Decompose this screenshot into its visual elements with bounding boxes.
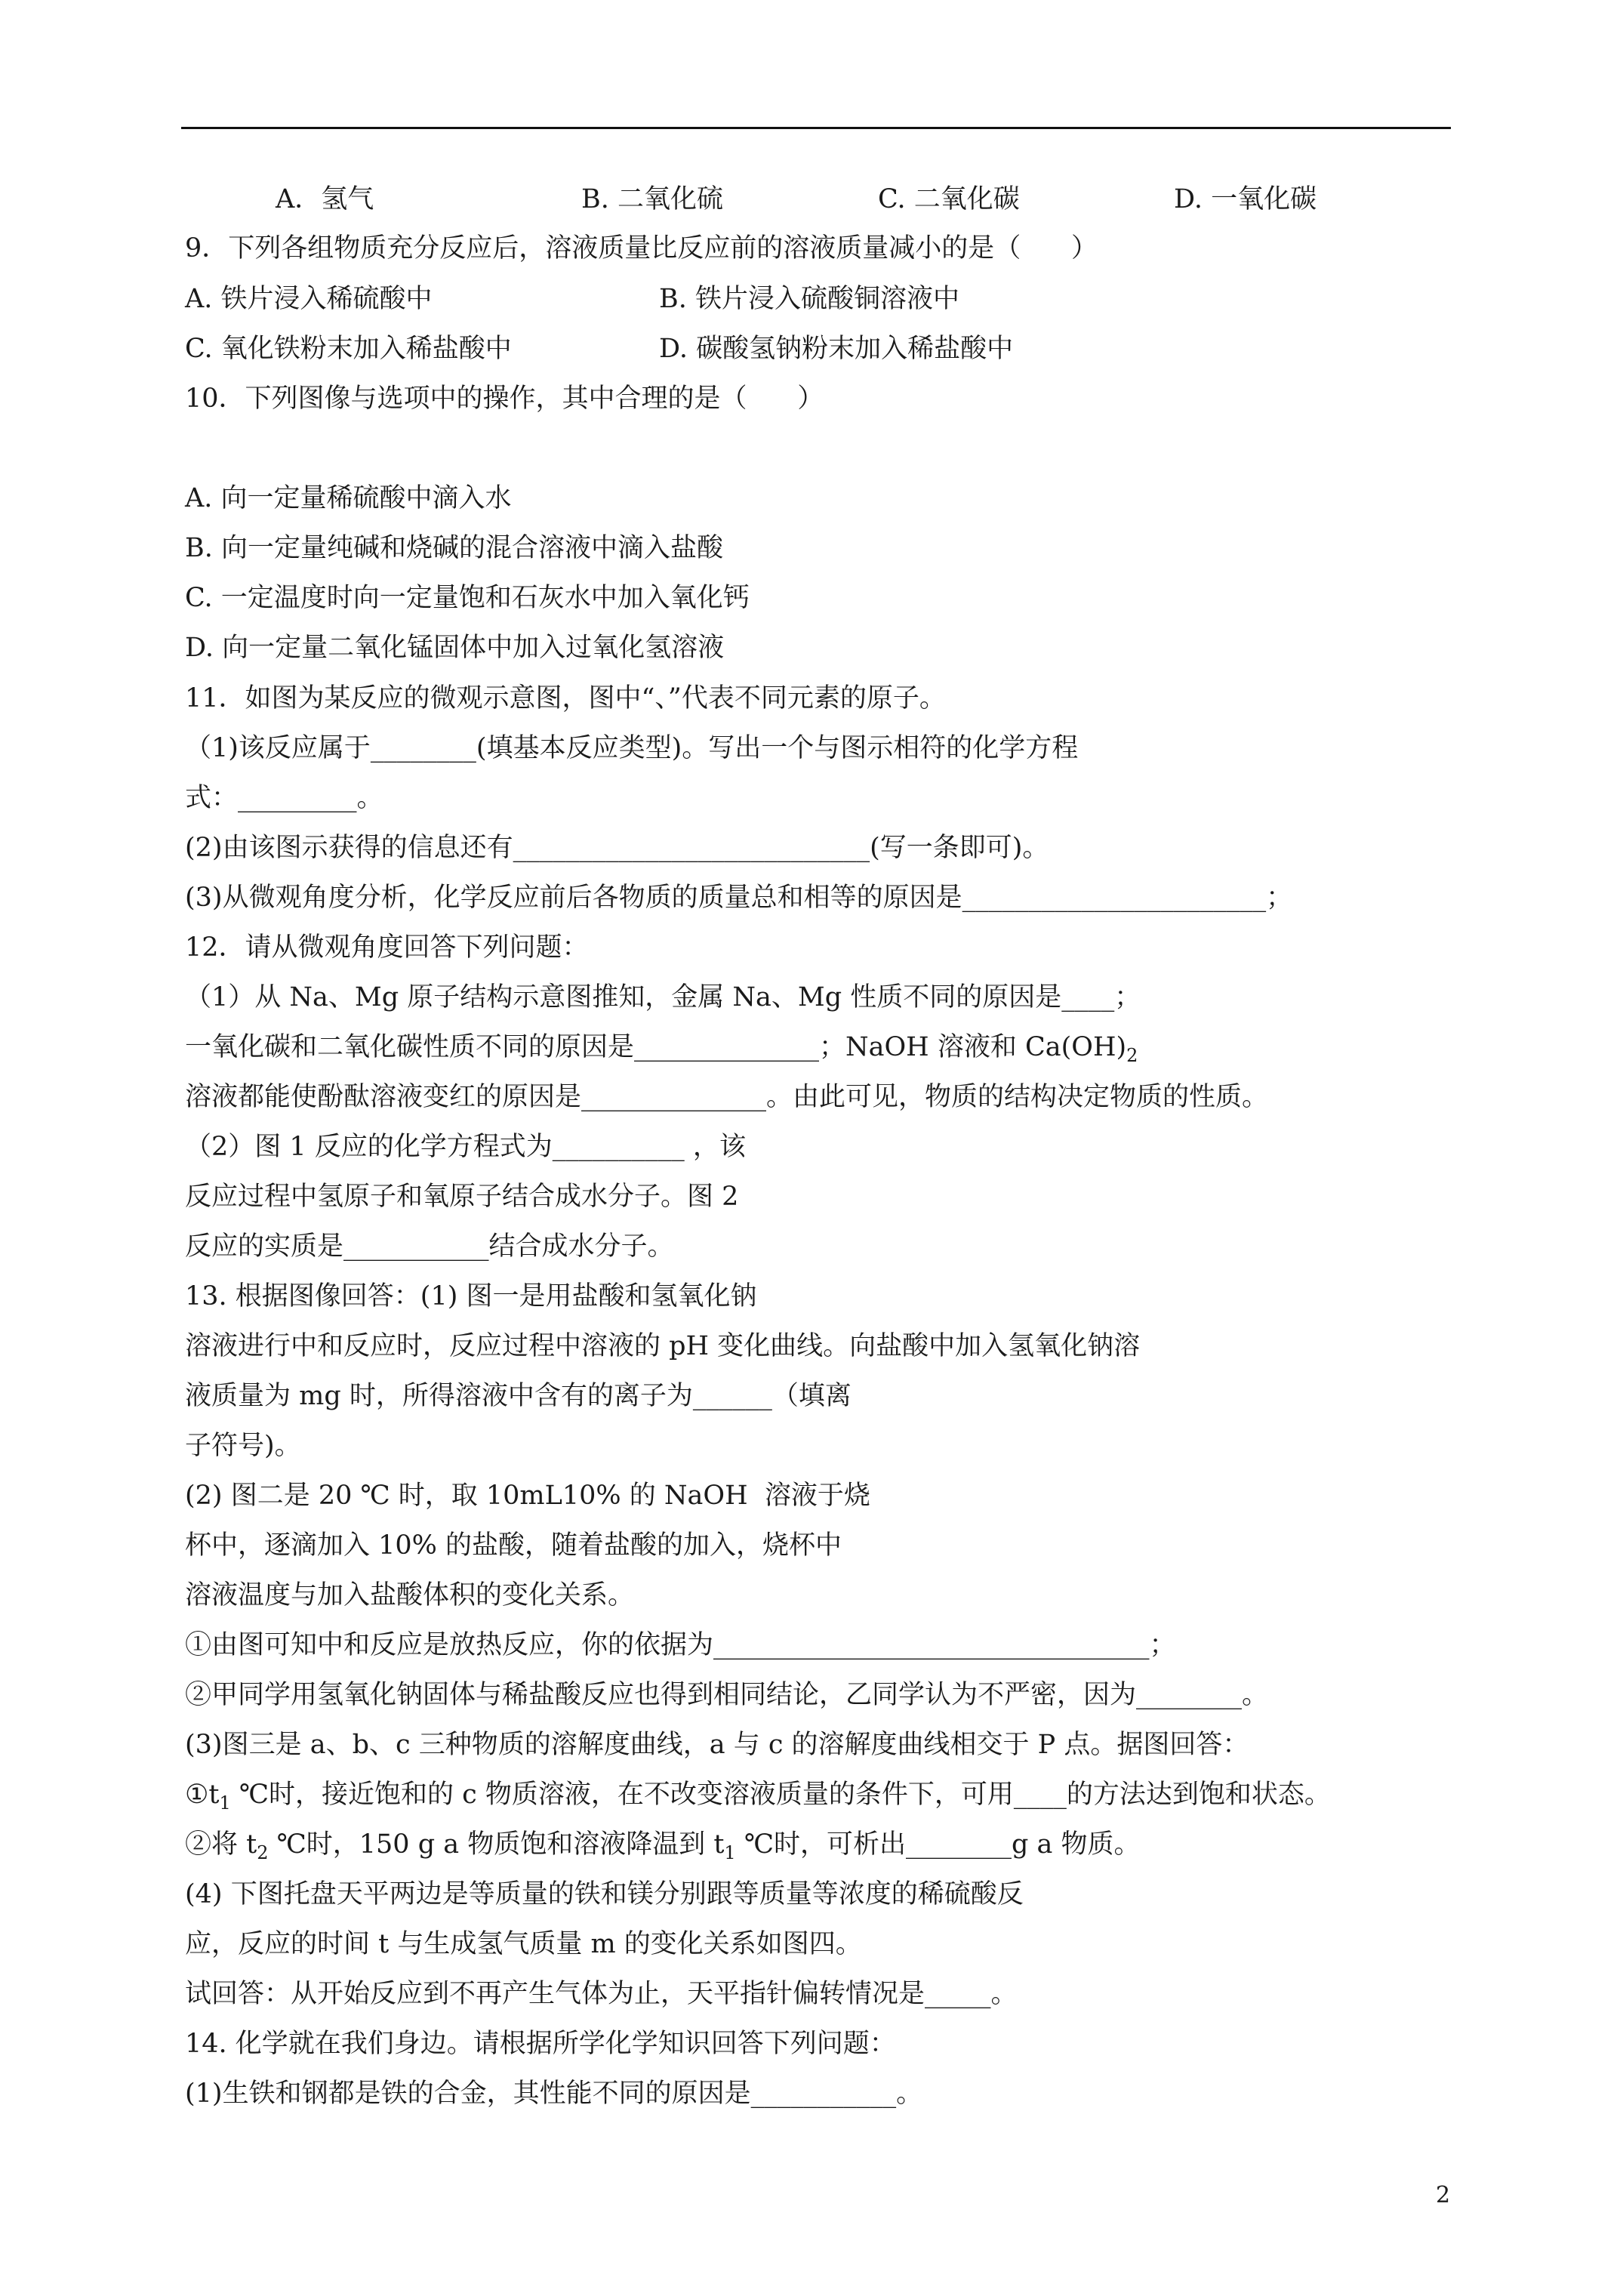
q14-stem: 14. 化学就在我们身边。请根据所学化学知识回答下列问题： bbox=[185, 2029, 896, 2059]
q11-part3: (3)从微观角度分析，化学反应前后各物质的质量总和相等的原因是_______________________； bbox=[185, 883, 1293, 913]
q11-stem: 11．如图为某反应的微观示意图，图中“、”代表不同元素的原子。 bbox=[185, 683, 946, 713]
q8-option-b: B. 二氧化硫 bbox=[581, 184, 723, 214]
q13-line13: (4) 下图托盘天平两边是等质量的铁和镁分别跟等质量等浓度的稀硫酸反 bbox=[185, 1879, 1024, 1909]
q12-line2 bbox=[185, 1031, 1138, 1072]
q13-line10: (3)图三是 a、b、c 三种物质的溶解度曲线，a 与 c 的溶解度曲线相交于 P 点。据图回答： bbox=[185, 1730, 1249, 1760]
q12-line6: 反应的实质是___________结合成水分子。 bbox=[185, 1231, 674, 1262]
q12-stem: 12．请从微观角度回答下列问题： bbox=[185, 932, 589, 963]
q13-line8: ①由图可知中和反应是放热反应，你的依据为_________________________________； bbox=[185, 1630, 1176, 1660]
q12-line5: 反应过程中氢原子和氧原子结合成水分子。图 2 bbox=[185, 1182, 739, 1212]
q13-line12-post: ℃时，可析出________g a 物质。 bbox=[735, 1829, 1141, 1860]
q8-option-a: A．氢气 bbox=[276, 184, 374, 214]
q13-line11-sub: 1 bbox=[219, 1792, 231, 1814]
q13-line7: 溶液温度与加入盐酸体积的变化关系。 bbox=[185, 1580, 635, 1610]
page-number: 2 bbox=[1436, 2182, 1451, 2208]
q11-part1-a: （1)该反应属于________(填基本反应类型)。写出一个与图示相符的化学方程 bbox=[185, 733, 1079, 763]
q9-option-c: C. 氧化铁粉末加入稀盐酸中 bbox=[185, 334, 512, 364]
q10-option-a: A. 向一定量稀硫酸中滴入水 bbox=[185, 483, 512, 513]
q13-line3: 液质量为 mg 时，所得溶液中含有的离子为______（填离 bbox=[185, 1381, 852, 1411]
q13-line12-sub2: 1 bbox=[724, 1842, 736, 1863]
q13-line15: 试回答：从开始反应到不再产生气体为止，天平指针偏转情况是_____。 bbox=[185, 1979, 1018, 2009]
q13-line11-post: ℃时，接近饱和的 c 物质溶液，在不改变溶液质量的条件下，可用____的方法达到饱和状态。 bbox=[230, 1780, 1331, 1810]
q9-option-b: B. 铁片浸入硫酸铜溶液中 bbox=[659, 284, 959, 314]
q13-line12-sub1: 2 bbox=[257, 1842, 269, 1863]
q13-line9: ②甲同学用氢氧化钠固体与稀盐酸反应也得到相同结论，乙同学认为不严密，因为________。 bbox=[185, 1680, 1269, 1710]
q13-line12 bbox=[185, 1828, 1141, 1869]
q13-line11 bbox=[185, 1778, 1331, 1820]
q13-line5: (2) 图二是 20 ℃ 时，取 10mL10% 的 NaOH 溶液于烧 bbox=[185, 1481, 870, 1511]
q12-line3: 溶液都能使酚酞溶液变红的原因是______________。由此可见，物质的结构决定物质的性质。 bbox=[185, 1082, 1269, 1112]
q11-part1-b: 式：_________。 bbox=[185, 783, 383, 813]
q12-line2-text: 一氧化碳和二氧化碳性质不同的原因是______________；NaOH 溶液和 Ca(OH) bbox=[185, 1032, 1127, 1062]
q13-line11-pre: ①t bbox=[185, 1780, 220, 1810]
q10-option-c: C. 一定温度时向一定量饱和石灰水中加入氧化钙 bbox=[185, 583, 750, 613]
header-rule bbox=[181, 127, 1451, 129]
q8-option-d: D. 一氧化碳 bbox=[1174, 184, 1317, 214]
q13-line14: 应，反应的时间 t 与生成氢气质量 m 的变化关系如图四。 bbox=[185, 1929, 862, 1959]
q9-option-a: A. 铁片浸入稀硫酸中 bbox=[185, 284, 433, 314]
q9-stem: 9．下列各组物质充分反应后，溶液质量比反应前的溶液质量减小的是（ ） bbox=[185, 233, 1098, 264]
q10-option-d: D. 向一定量二氧化锰固体中加入过氧化氢溶液 bbox=[185, 633, 725, 663]
q9-option-d: D. 碳酸氢钠粉末加入稀盐酸中 bbox=[659, 334, 1014, 364]
q13-line1: 13. 根据图像回答：(1) 图一是用盐酸和氢氧化钠 bbox=[185, 1281, 757, 1311]
q8-option-c: C. 二氧化碳 bbox=[878, 184, 1020, 214]
q13-line12-pre: ②将 t bbox=[185, 1829, 257, 1860]
q11-part2: (2)由该图示获得的信息还有___________________________(写一条即可)。 bbox=[185, 833, 1049, 863]
q10-stem: 10．下列图像与选项中的操作，其中合理的是（ ） bbox=[185, 384, 824, 414]
q12-line1: （1）从 Na、Mg 原子结构示意图推知，金属 Na、Mg 性质不同的原因是____； bbox=[185, 982, 1141, 1012]
q13-line6: 杯中，逐滴加入 10% 的盐酸，随着盐酸的加入，烧杯中 bbox=[185, 1530, 842, 1561]
q14-part1: (1)生铁和钢都是铁的合金，其性能不同的原因是___________。 bbox=[185, 2079, 923, 2109]
q10-option-b: B. 向一定量纯碱和烧碱的混合溶液中滴入盐酸 bbox=[185, 533, 723, 563]
q12-line2-subscript: 2 bbox=[1126, 1045, 1138, 1066]
q13-line2: 溶液进行中和反应时，反应过程中溶液的 pH 变化曲线。向盐酸中加入氢氧化钠溶 bbox=[185, 1331, 1141, 1361]
q12-line4: （2）图 1 反应的化学方程式为__________ ，该 bbox=[185, 1132, 746, 1162]
q13-line4: 子符号)。 bbox=[185, 1431, 301, 1461]
q13-line12-mid: ℃时，150 g a 物质饱和溶液降温到 t bbox=[268, 1829, 725, 1860]
